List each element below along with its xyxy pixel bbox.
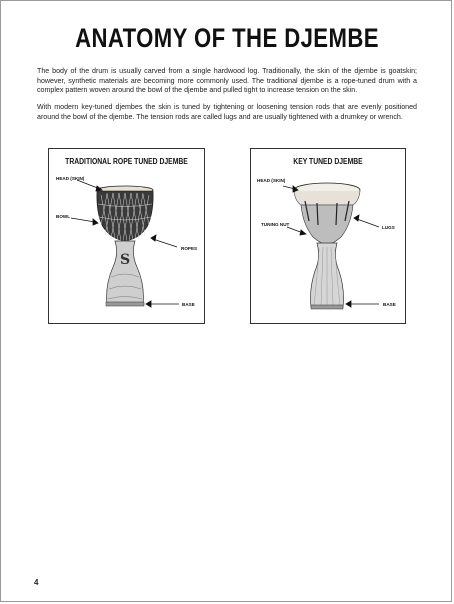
label-head-skin: HEAD (SKIN) [56,176,85,181]
page-title: ANATOMY OF THE DJEMBE [75,23,379,53]
label-base: BASE [383,302,396,307]
drum-base [106,302,144,306]
drum-waist [107,241,144,304]
figure-title: KEY TUNED DJEMBE [293,157,363,166]
key-tuned-paragraph: With modern key-tuned djembes the skin is tuned by tightening or loosening tension rods that are evenly positioned around the bowl of the djembe. The tension rods are called lugs and are usually tightened with a drumkey or wrench. [37,103,417,121]
key-djembe-figure [250,148,406,324]
drum-base [311,305,343,309]
label-base: BASE [182,302,195,307]
drum-bowl [301,205,353,245]
figure-title: TRADITIONAL ROPE TUNED DJEMBE [65,157,188,166]
label-tuning-nut: TUNING NUT [261,222,290,227]
page-number: 4 [34,578,39,587]
rope-djembe-figure [48,148,205,324]
carved-s-emblem: S [120,252,131,268]
label-bowl: BOWL [56,214,71,219]
key-djembe-illustration [251,149,405,323]
label-ropes: ROPES [181,246,198,251]
label-lugs: LUGS [382,225,395,230]
intro-paragraph: The body of the drum is usually carved from a single hardwood log. Traditionally, the skin of the djembe is goatskin; however, synthetic materials are becoming more commonly used. The traditional djembe is a rope-tuned drum with a complex pattern woven around the bowl of the djembe and pulled tight to increase tension on the skin. [37,67,417,95]
label-head-skin: HEAD (SKIN) [257,178,286,183]
